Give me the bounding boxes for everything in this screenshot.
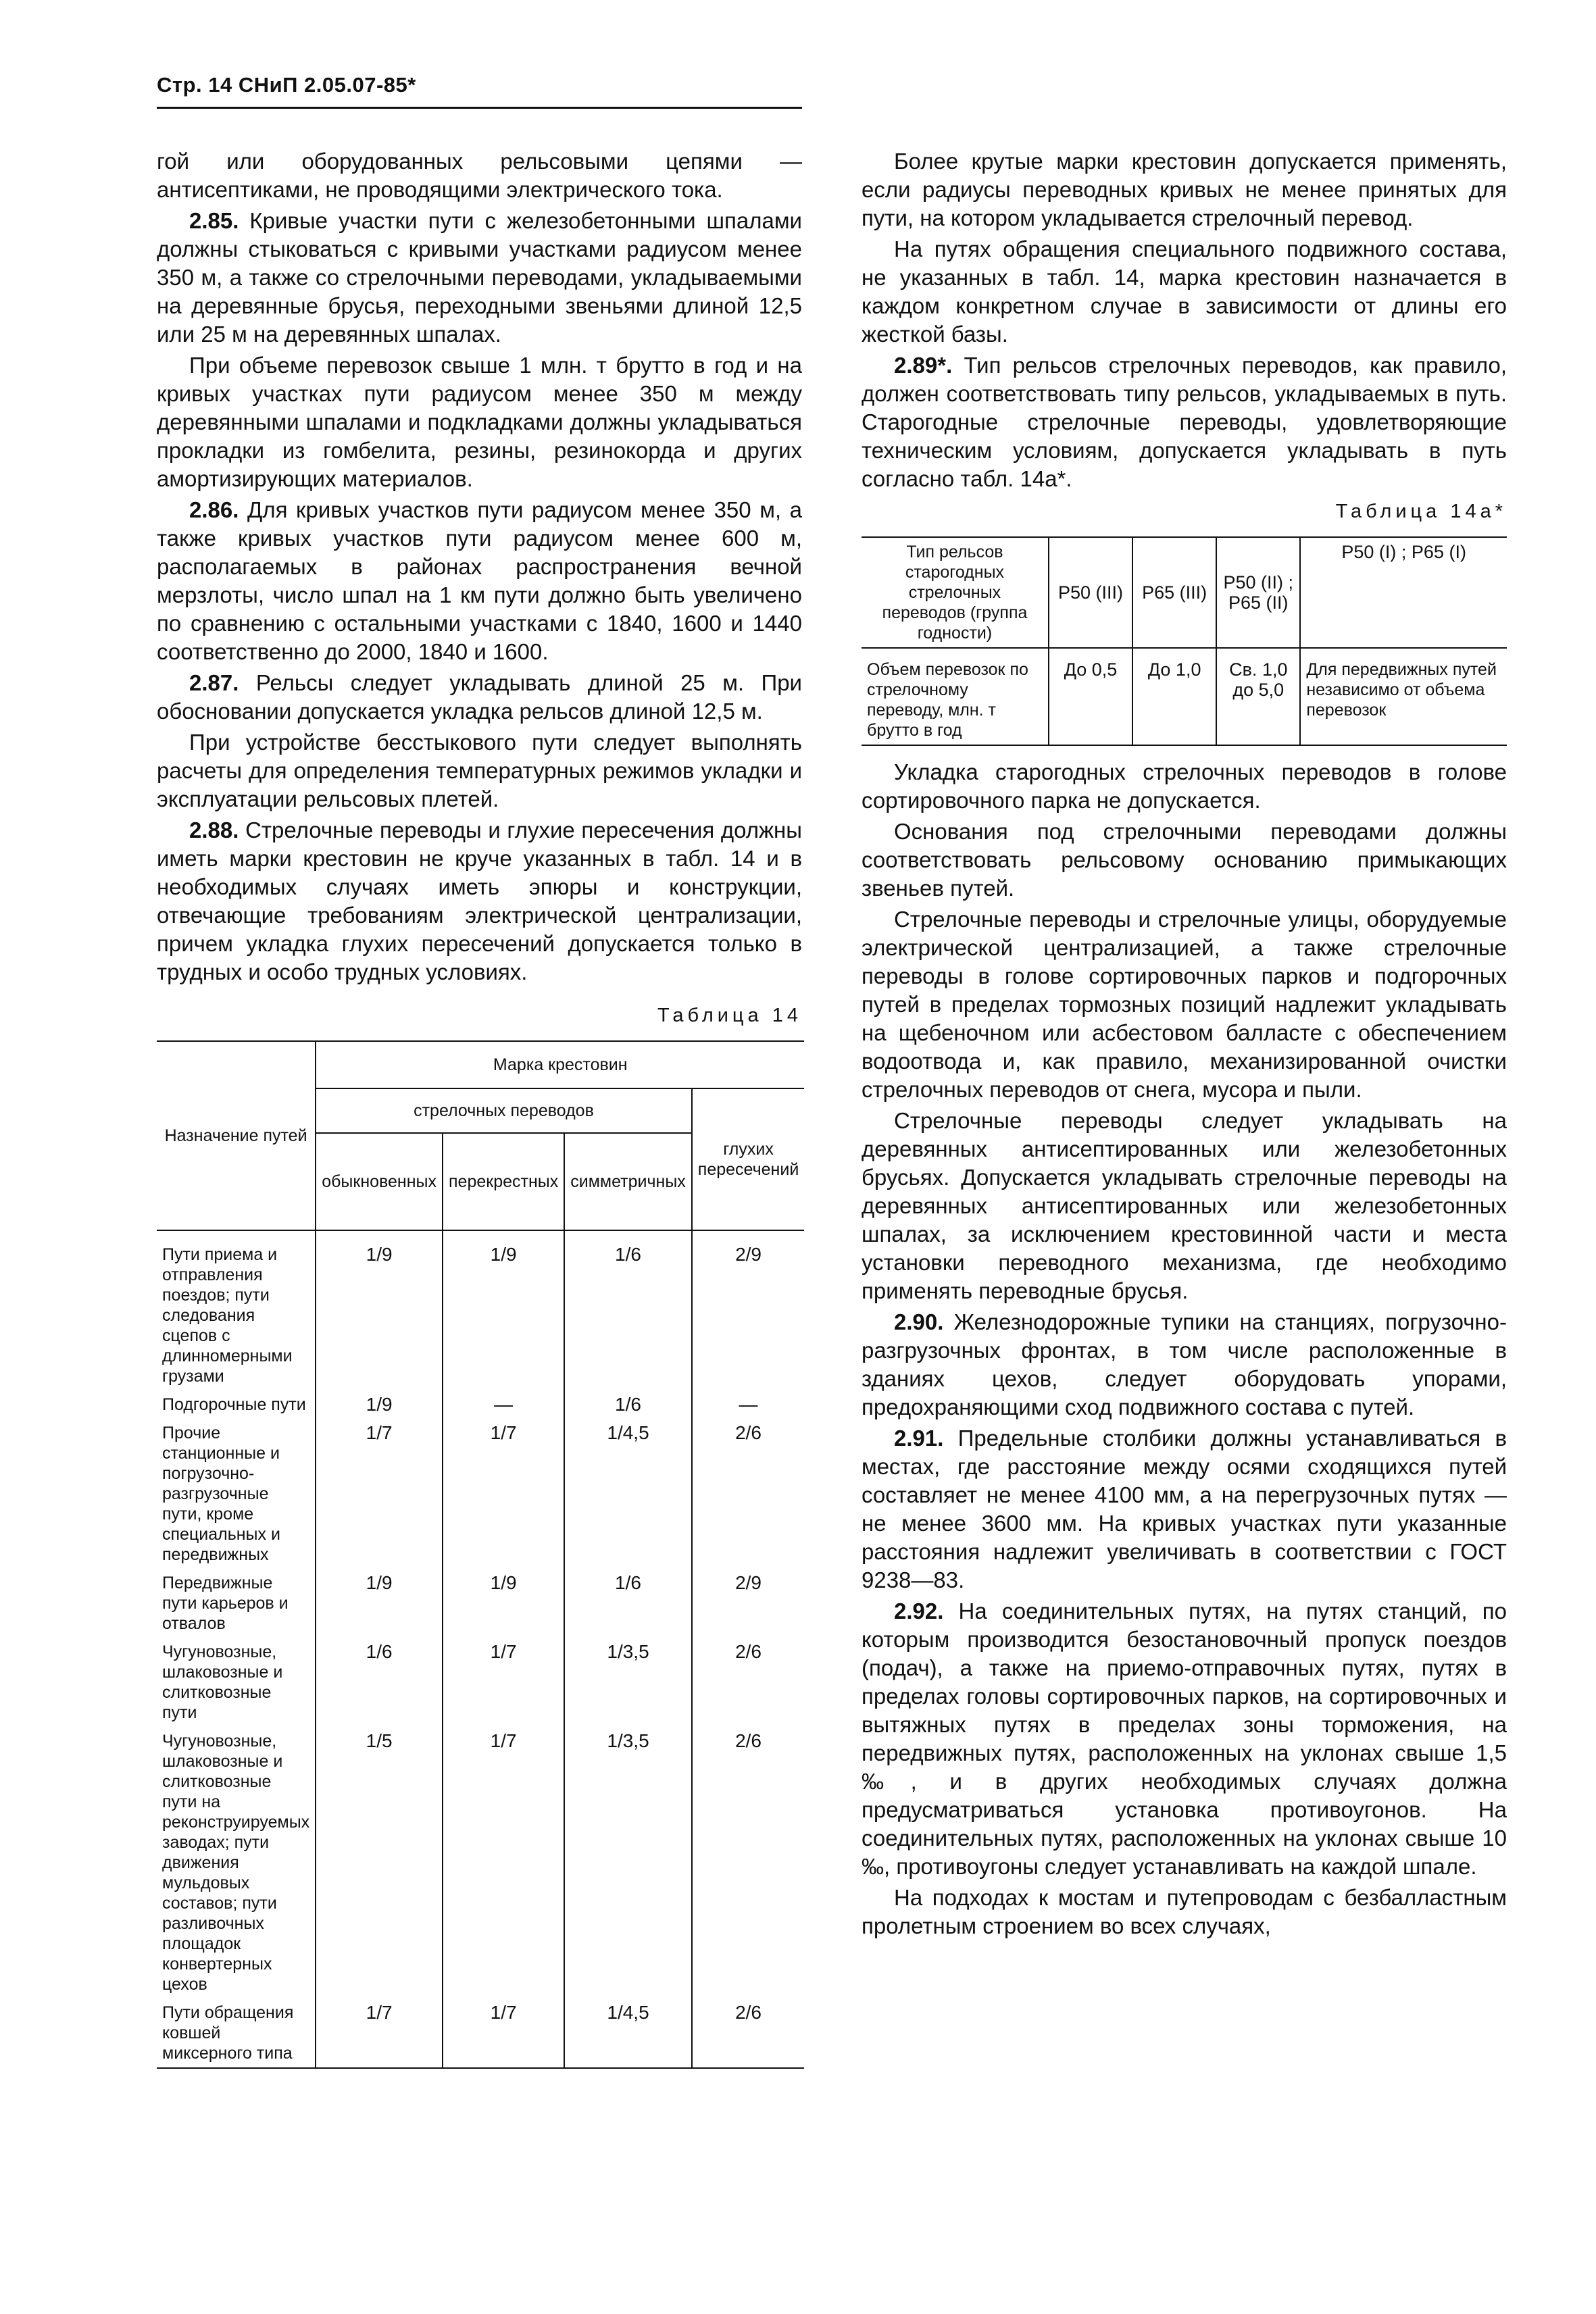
cell: 1/9 xyxy=(316,1390,443,1419)
paragraph-2-85 xyxy=(157,207,802,349)
table-header-cross: перекрестных xyxy=(443,1133,564,1230)
paragraph-number: 2.86. xyxy=(189,497,239,522)
paragraph-2-87 xyxy=(157,669,802,726)
cell: 1/9 xyxy=(316,1569,443,1638)
paragraph: На подходах к мостам и путепроводам с безбалластным пролетным строением во всех случаях, xyxy=(862,1885,1507,1938)
cell: 2/6 xyxy=(692,1727,804,1998)
cell: 1/4,5 xyxy=(564,1998,692,2068)
row-label: Прочие станционные и погрузочно-разгрузочные пути, кроме специальных и передвижных xyxy=(157,1419,316,1569)
table-header-glukh: глухих пересечений xyxy=(692,1088,804,1230)
cell: 1/3,5 xyxy=(564,1638,692,1727)
left-column xyxy=(157,147,802,2069)
table-row xyxy=(157,1419,804,1569)
paragraph-text: Тип рельсов стрелочных переводов, как правило, должен соответствовать типу рельсов, укладываемых в путь. Старогодные стрелочные переводы, удовлетворяющие техническим условиям, допускается укладывать в путь согласно табл. 14а*. xyxy=(862,353,1507,491)
paragraph-text: Железнодорожные тупики на станциях, погрузочно-разгрузочных фронтах, в том числе расположенные в зданиях цехов, следует оборудовать упорами, предохраняющими сход подвижного состава с путей. xyxy=(862,1309,1507,1419)
paragraph-text: Кривые участки пути с железобетонными шпалами должны стыковаться с кривыми участками радиусом менее 350 м, а также со стрелочными переводами, укладываемыми на деревянные брусья, переходными звеньями длиной 12,5 или 25 м на деревянных шпалах. xyxy=(157,208,802,347)
paragraph: При объеме перевозок свыше 1 млн. т брутто в год и на кривых участках пути радиусом менее 350 м между деревянными шпалами и подкладками должны укладываться прокладки из гомбелита, резины, резинокорда и других амортизирующих материалов. xyxy=(157,353,802,491)
paragraph: Более крутые марки крестовин допускается применять, если радиусы переводных кривых не менее принятых для пути, на котором укладывается стрелочный перевод. xyxy=(862,149,1507,230)
cell: 1/9 xyxy=(443,1569,564,1638)
cell: 1/3,5 xyxy=(564,1727,692,1998)
paragraph-number: 2.92. xyxy=(894,1599,944,1624)
row-label: Передвижные пути карьеров и отвалов xyxy=(157,1569,316,1638)
table-row xyxy=(157,1390,804,1419)
table-header-rail-type: Тип рельсов старогодных стрелочных переводов (группа годности) xyxy=(862,537,1049,648)
row-label: Чугуновозные, шлаковозные и слитковозные пути xyxy=(157,1638,316,1727)
row-label: Пути приема и отправления поездов; пути следования сцепов с длинномерными грузами xyxy=(157,1240,316,1390)
table-row xyxy=(157,1240,804,1390)
paragraph-text: Рельсы следует укладывать длиной 25 м. При обосновании допускается укладка рельсов длиной 12,5 м. xyxy=(157,670,802,724)
paragraph-number: 2.90. xyxy=(894,1309,944,1334)
paragraph-2-90 xyxy=(862,1308,1507,1422)
paragraph: Укладка старогодных стрелочных переводов в голове сортировочного парка не допускается. xyxy=(862,759,1507,813)
cell: 1/7 xyxy=(443,1638,564,1727)
paragraph-2-86 xyxy=(157,496,802,666)
cell: 1/7 xyxy=(316,1419,443,1569)
cell: 1/6 xyxy=(564,1569,692,1638)
table-header-col: Р50 (II) ; Р65 (II) xyxy=(1216,537,1300,648)
cell: 2/9 xyxy=(692,1240,804,1390)
paragraph: При устройстве бесстыкового пути следует выполнять расчеты для определения температурных режимов укладки и эксплуатации рельсовых плетей. xyxy=(157,730,802,811)
paragraph-2-91 xyxy=(862,1424,1507,1594)
row-label: Подгорочные пути xyxy=(157,1390,316,1419)
cell: 2/6 xyxy=(692,1638,804,1727)
paragraph-2-89 xyxy=(862,351,1507,493)
table-row xyxy=(157,1998,804,2068)
cell: 2/6 xyxy=(692,1419,804,1569)
table-header-strel: стрелочных переводов xyxy=(316,1088,692,1133)
paragraph-number: 2.85. xyxy=(189,208,239,233)
header-rule xyxy=(157,107,802,109)
cell: 1/9 xyxy=(316,1240,443,1390)
paragraph-2-88 xyxy=(157,816,802,986)
table-header-purpose: Назначение путей xyxy=(157,1041,316,1230)
table-header-col: Р50 (I) ; Р65 (I) xyxy=(1300,537,1507,648)
table-row xyxy=(862,648,1507,745)
cell: — xyxy=(692,1390,804,1419)
cell: 1/7 xyxy=(316,1998,443,2068)
paragraph: Стрелочные переводы и стрелочные улицы, оборудуемые электрической централизацией, а также стрелочные переводы в голове сортировочных парков и подгорочных путей в пределах тормозных позиций надлежит укладывать на щебеночном или асбестовом балласте с обеспечением водоотвода и, как правило, механизированной очистки стрелочных переводов от снега, мусора и пыли. xyxy=(862,907,1507,1102)
table-header-ordinary: обыкновенных xyxy=(316,1133,443,1230)
table-row xyxy=(157,1727,804,1998)
paragraph: На путях обращения специального подвижного состава, не указанных в табл. 14, марка крестовин назначается в каждом конкретном случае в зависимости от длины его жесткой базы. xyxy=(862,236,1507,347)
cell: 1/7 xyxy=(443,1998,564,2068)
table-14-caption: Таблица 14 xyxy=(657,1005,802,1026)
paragraph-number: 2.88. xyxy=(189,818,239,842)
table-header-col: Р65 (III) xyxy=(1132,537,1216,648)
paragraph-text: Предельные столбики должны устанавливаться в местах, где расстояние между осями сходящихся путей составляет не менее 4100 мм, а на перегрузочных путях — не менее 3600 мм. На кривых участках пути указанные расстояния надлежит увеличивать в соответствии с ГОСТ 9238—83. xyxy=(862,1426,1507,1592)
paragraph: гой или оборудованных рельсовыми цепями — антисептиками, не проводящими электрического тока. xyxy=(157,149,802,202)
paragraph-2-92 xyxy=(862,1597,1507,1881)
paragraph: Стрелочные переводы следует укладывать на деревянных антисептированных или железобетонных брусьях. Допускается укладывать стрелочные переводы на деревянных антисептированных или железобетонных шпалах, за исключением крестовинной части и места установки переводного механизма, где необходимо применять переводные брусья. xyxy=(862,1108,1507,1303)
cell: Для передвижных путей независимо от объема перевозок xyxy=(1300,648,1507,745)
table-14a xyxy=(862,536,1507,746)
cell: 1/4,5 xyxy=(564,1419,692,1569)
right-column xyxy=(862,147,1507,1940)
table-row xyxy=(157,1638,804,1727)
cell: 1/9 xyxy=(443,1240,564,1390)
table-14 xyxy=(157,1040,804,2069)
table-row xyxy=(157,1569,804,1638)
table-header-marka: Марка крестовин xyxy=(316,1041,804,1088)
cell: 1/5 xyxy=(316,1727,443,1998)
cell: 1/7 xyxy=(443,1727,564,1998)
cell: Св. 1,0 до 5,0 xyxy=(1216,648,1300,745)
table-header-sym: симметричных xyxy=(564,1133,692,1230)
row-label: Чугуновозные, шлаковозные и слитковозные пути на реконструируемых заводах; пути движения мульдовых составов; пути разливочных площадок конвертерных цехов xyxy=(157,1727,316,1998)
paragraph-number: 2.91. xyxy=(894,1426,944,1451)
cell: До 1,0 xyxy=(1132,648,1216,745)
cell: 2/9 xyxy=(692,1569,804,1638)
cell: 1/6 xyxy=(564,1390,692,1419)
cell: 1/6 xyxy=(316,1638,443,1727)
cell: 1/6 xyxy=(564,1240,692,1390)
paragraph-number: 2.89*. xyxy=(894,353,953,378)
row-label: Объем перевозок по стрелочному переводу, млн. т брутто в год xyxy=(862,648,1049,745)
paragraph: Основания под стрелочными переводами должны соответствовать рельсовому основанию примыкающих звеньев путей. xyxy=(862,819,1507,901)
table-header-col: Р50 (III) xyxy=(1049,537,1132,648)
page-header: Стр. 14 СНиП 2.05.07-85* xyxy=(157,73,416,97)
paragraph-text: На соединительных путях, на путях станций, по которым производится безостановочный пропуск поездов (подач), а также на приемо-отправочных путях, путях в пределах головы сортировочных парков, на сортировочных и вытяжных путях в пределах зоны торможения, на передвижных путях, расположенных на уклонах свыше 1,5 ‰, и в других необходимых случаях должна предусматриваться установка противоугонов. На соединительных путях, расположенных на уклонах свыше 10 ‰, противоугоны следует устанавливать на каждой шпале. xyxy=(862,1599,1507,1879)
table-14a-caption: Таблица 14а* xyxy=(1335,501,1507,522)
cell: 1/7 xyxy=(443,1419,564,1569)
cell: 2/6 xyxy=(692,1998,804,2068)
paragraph-text: Для кривых участков пути радиусом менее 350 м, а также кривых участков пути радиусом менее 600 м, располагаемых в районах распространения вечной мерзлоты, число шпал на 1 км пути должно быть увеличено по сравнению с остальными участками с 1840, 1600 и 1440 соответственно до 2000, 1840 и 1600. xyxy=(157,497,802,664)
cell: До 0,5 xyxy=(1049,648,1132,745)
cell: — xyxy=(443,1390,564,1419)
paragraph-number: 2.87. xyxy=(189,670,239,695)
row-label: Пути обращения ковшей миксерного типа xyxy=(157,1998,316,2068)
paragraph-text: Стрелочные переводы и глухие пересечения должны иметь марки крестовин не круче указанных в табл. 14 и в необходимых случаях иметь эпюры и конструкции, отвечающие требованиям электрической централизации, причем укладка глухих пересечений допускается только в трудных и особо трудных условиях. xyxy=(157,818,802,984)
